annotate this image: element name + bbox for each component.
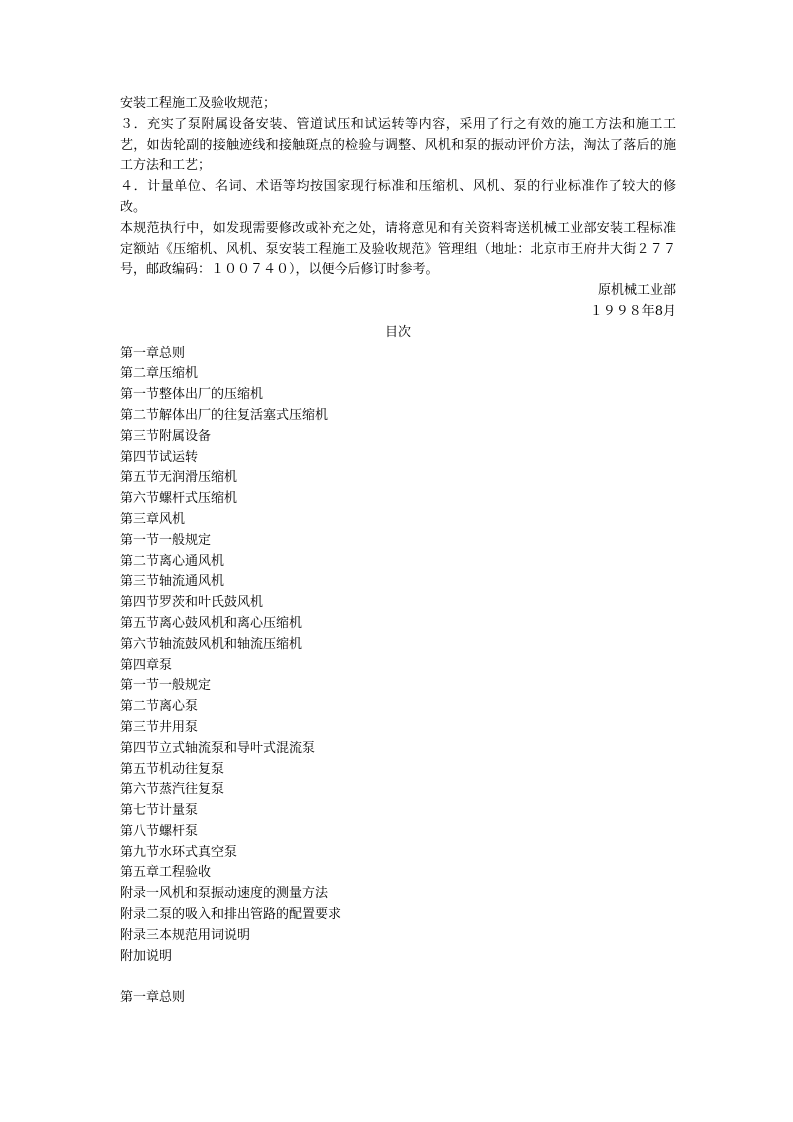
- toc-item: 附录二泵的吸入和排出管路的配置要求: [120, 907, 342, 923]
- toc-item: 第三节附属设备: [120, 428, 212, 444]
- toc-item: 第一节一般规定: [120, 678, 212, 694]
- toc-item: 第二节离心泵: [120, 699, 199, 715]
- toc-item: 第三节轴流通风机: [120, 574, 225, 590]
- toc-item: 第六节螺杆式压缩机: [120, 491, 238, 507]
- toc-item: 第二节解体出厂的往复活塞式压缩机: [120, 407, 329, 423]
- toc-list: [120, 344, 676, 968]
- toc-item: 第五章工程验收: [120, 865, 212, 881]
- toc-item: 第二节离心通风机: [120, 553, 225, 569]
- toc-item: 第五节无润滑压缩机: [120, 470, 238, 486]
- toc-item: 附录一风机和泵振动速度的测量方法: [120, 886, 329, 902]
- toc-item: 第一章总则: [120, 345, 186, 361]
- toc-item: 第三章风机: [120, 511, 186, 527]
- toc-item: 第八节螺杆泵: [120, 823, 199, 839]
- chapter-heading: 第一章总则: [120, 990, 186, 1006]
- toc-item: 第五节离心鼓风机和离心压缩机: [120, 615, 303, 631]
- blank-line: [120, 967, 676, 988]
- toc-item: 第七节计量泵: [120, 803, 199, 819]
- toc-item: 第六节蒸汽往复泵: [120, 782, 225, 798]
- toc-item: 第四节立式轴流泵和导叶式混流泵: [120, 740, 316, 756]
- toc-item: 第四节罗茨和叶氏鼓风机: [120, 595, 264, 611]
- toc-item: 第二章压缩机: [120, 366, 199, 382]
- toc-item: 第一节整体出厂的压缩机: [120, 387, 264, 403]
- toc-item: 第一节一般规定: [120, 532, 212, 548]
- intro-item-3: ３．充实了泵附属设备安装、管道试压和试运转等内容，采用了行之有效的施工方法和施工工艺，如齿轮副的接触迹线和接触斑点的检验与调整、风机和泵的振动评价方法，淘汰了落后的施工方法和工艺；: [120, 116, 676, 174]
- toc-item: 第四节试运转: [120, 449, 199, 465]
- intro-item-4: ４．计量单位、名词、术语等均按国家现行标准和压缩机、风机、泵的行业标准作了较大的修改。: [120, 179, 676, 215]
- toc-item: 第三节井用泵: [120, 719, 199, 735]
- intro-line-prev: 安装工程施工及验收规范；: [120, 96, 277, 111]
- signature: 原机械工业部: [597, 283, 676, 299]
- toc-item: 第五节机动往复泵: [120, 761, 225, 777]
- toc-item: 第九节水环式真空泵: [120, 844, 238, 860]
- intro-notice: 本规范执行中，如发现需要修改或补充之处，请将意见和有关资料寄送机械工业部安装工程标准定额站《压缩机、风机、泵安装工程施工及验收规范》管理组（地址：北京市王府井大街２７７号，邮政编码：１００７４０），以便今后修订时参考。: [120, 220, 676, 278]
- toc-item: 第四章泵: [120, 657, 173, 673]
- toc-item: 附加说明: [120, 948, 173, 964]
- toc-title: 目次: [384, 324, 411, 340]
- document-page: [120, 94, 676, 1009]
- toc-item: 附录三本规范用词说明: [120, 927, 251, 943]
- toc-item: 第六节轴流鼓风机和轴流压缩机: [120, 636, 303, 652]
- signature-date: １９９８年8月: [589, 303, 676, 319]
